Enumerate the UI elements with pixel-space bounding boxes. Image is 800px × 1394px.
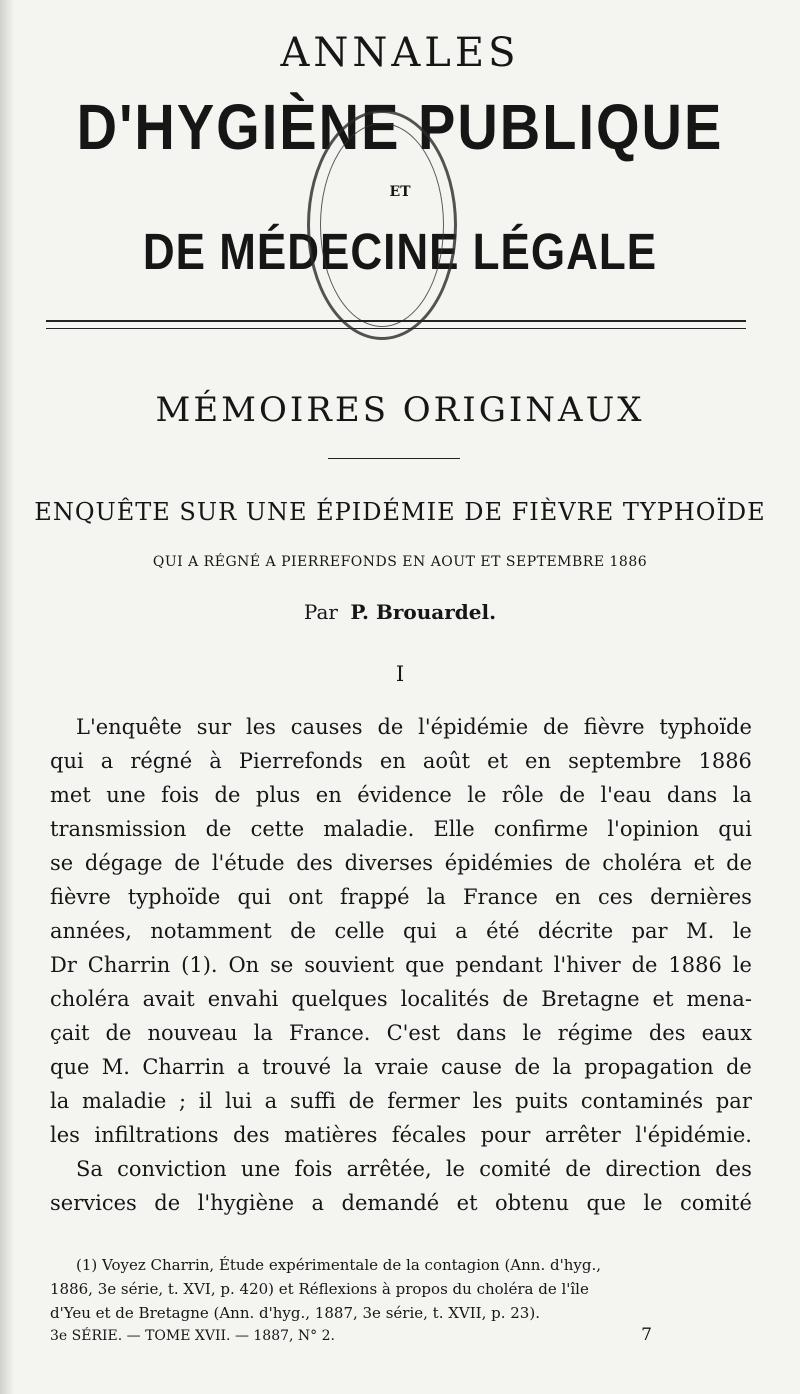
article-subtitle: QUI A RÉGNÉ A PIERREFONDS EN AOUT ET SEPTEMBRE 1886	[152, 554, 648, 570]
journal-title-annales: ANNALES	[280, 30, 520, 76]
library-stamp	[307, 110, 457, 340]
body-line: met une fois de plus en évidence le rôle de l'eau dans la	[50, 783, 752, 807]
article-title: ENQUÊTE SUR UNE ÉPIDÉMIE DE FIÈVRE TYPHOÏDE	[34, 498, 766, 526]
body-line: Dr Charrin (1). On se souvient que pendant l'hiver de 1886 le	[50, 953, 752, 977]
journal-title-conjunction: ET	[389, 184, 411, 200]
body-line: çait de nouveau la France. C'est dans le régime des eaux	[50, 1021, 752, 1045]
journal-title-medecine: DE MÉDECINE LÉGALE	[142, 224, 658, 281]
body-line: se dégage de l'étude des diverses épidémies de choléra et de	[50, 851, 752, 875]
title-rule-thin	[46, 328, 746, 329]
body-line: services de l'hygiène a demandé et obtenu que le comité	[50, 1191, 752, 1215]
page-number: 7	[641, 1325, 652, 1345]
body-line: L'enquête sur les causes de l'épidémie de fièvre typhoïde	[76, 715, 752, 739]
body-line: choléra avait envahi quelques localités de Bretagne et mena-	[50, 987, 752, 1011]
byline-prefix: Par	[303, 600, 338, 624]
footnote-line: 1886, 3e série, t. XVI, p. 420) et Réflexions à propos du choléra de l'île	[50, 1280, 589, 1298]
body-line: transmission de cette maladie. Elle confirme l'opinion qui	[50, 817, 752, 841]
body-line: les infiltrations des matières fécales pour arrêter l'épidémie.	[50, 1123, 752, 1147]
author-name: P. Brouardel.	[350, 600, 497, 624]
body-line: qui a régné à Pierrefonds en août et en septembre 1886	[50, 749, 752, 773]
section-title: MÉMOIRES ORIGINAUX	[155, 390, 645, 430]
body-line: que M. Charrin a trouvé la vraie cause de la propagation de	[50, 1055, 752, 1079]
page-edge-shadow	[0, 0, 14, 1394]
body-line: Sa conviction une fois arrêtée, le comité de direction des	[76, 1157, 752, 1181]
footnote-line: d'Yeu et de Bretagne (Ann. d'hyg., 1887, 3e série, t. XVII, p. 23).	[50, 1304, 540, 1322]
title-rule-thick	[46, 320, 746, 322]
body-line: fièvre typhoïde qui ont frappé la France en ces dernières	[50, 885, 752, 909]
byline	[0, 600, 800, 624]
journal-title-hygiene: D'HYGIÈNE PUBLIQUE	[76, 90, 724, 163]
body-line: années, notamment de celle qui a été décrite par M. le	[50, 919, 752, 943]
section-divider	[328, 458, 460, 459]
body-line: la maladie ; il lui a suffi de fermer les puits contaminés par	[50, 1089, 752, 1113]
signature-line: 3e SÉRIE. — TOME XVII. — 1887, N° 2.	[50, 1328, 335, 1344]
footnote-line: (1) Voyez Charrin, Étude expérimentale de la contagion (Ann. d'hyg.,	[76, 1256, 601, 1274]
section-number: I	[395, 662, 405, 686]
